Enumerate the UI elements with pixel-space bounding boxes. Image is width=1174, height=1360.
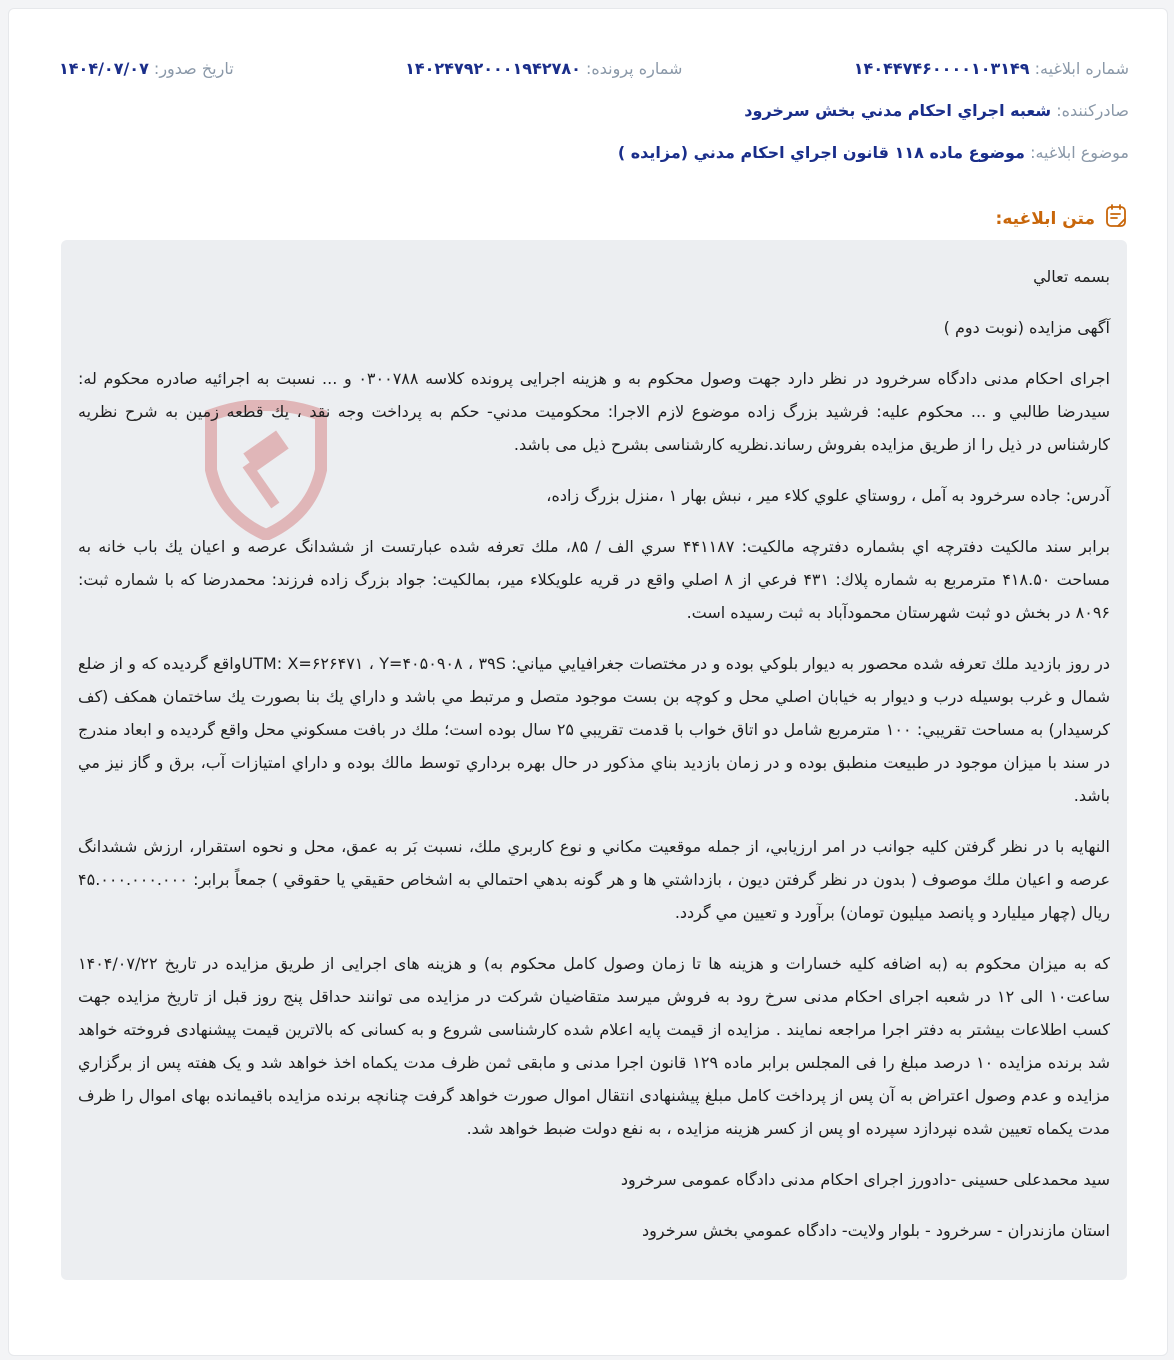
subject-value: موضوع ماده ۱۱۸ قانون اجراي احكام مدني (مزايده )	[617, 143, 1025, 162]
section-title	[996, 203, 1129, 234]
meta-row-numbers	[59, 59, 1129, 78]
notice-number	[854, 59, 1129, 78]
case-number-label: شماره پرونده:	[585, 59, 683, 78]
paragraph-location: استان مازندران - سرخرود - بلوار ولايت- دادگاه عمومي بخش سرخرود	[642, 1221, 1110, 1240]
issue-date-label: تاریخ صدور:	[153, 59, 234, 78]
note-icon	[1103, 203, 1129, 234]
issuer	[744, 101, 1129, 120]
issue-date	[59, 59, 234, 78]
paragraph-deed: برابر سند مالكيت دفترچه اي بشماره دفترچه مالكيت: ۴۴۱۱۸۷ سري الف / ۸۵، ملك تعرفه شده عبارتست از ششدانگ عرصه و اعيان يك باب خانه به مساحت ۴۱۸.۵۰ مترمربع به شماره پلاك: ۴۳۱ فرعي از ۸ اصلي واقع در قريه علويكلاء مير، بمالكيت: جواد بزرگ زاده فرزند: محمدرضا كه با شماره ثبت: ۸۰۹۶ در بخش دو ثبت شهرستان محمودآباد به ثبت رسيده است.	[78, 537, 1111, 622]
case-number	[405, 59, 682, 78]
paragraph-valuation: النهايه با در نظر گرفتن كليه جوانب در امر ارزيابي، از جمله موقعيت مكاني و نوع كاربري ملك، نسبت بَر به عمق، محل و نحوه استقرار، ارزش ششدانگ عرصه و اعيان ملك موصوف ( بدون در نظر گرفتن ديون ، بازداشتي ها و هر گونه بدهي احتمالي به اشخاص حقيقي يا حقوقي ) جمعاً برابر: ۴۵.۰۰۰.۰۰۰.۰۰۰ ريال (چهار ميليارد و پانصد ميليون تومان) برآورد و تعيين مي گردد.	[78, 837, 1110, 922]
notice-number-value: ۱۴۰۴۴۷۴۶۰۰۰۰۱۰۳۱۴۹	[853, 59, 1030, 78]
issuer-label: صادرکننده:	[1056, 101, 1129, 120]
issue-date-value: ۱۴۰۴/۰۷/۰۷	[59, 59, 149, 78]
paragraph-inspection: در روز بازديد ملك تعرفه شده محصور به ديوار بلوكي بوده و در مختصات جغرافيايي مياني: UTM: X=۶۲۶۴۷۱ ، Y=۴۰۵۰۹۰۸ ، ۳۹Sواقع گرديده كه و از ضلع شمال و غرب بوسيله درب و ديوار به خيابان اصلي محل و كوچه بن بست موجود متصل و مرتبط مي باشد و داراي يك بنا بصورت يك ساختمان همكف (كف كرسيدار) به مساحت تقريبي: ۱۰۰ مترمربع شامل دو اتاق خواب با قدمت تقريبي ۲۵ سال بوده است؛ ملك در بافت مسكوني محل واقع گرديده و ابعاد مندرج در سند با ميزان موجود در طبيعت منطبق بوده و در زمان بازديد بناي مذكور در حال بهره برداري توسط مالك بوده و داراي امتيازات آب، برق و گاز نيز مي باشد.	[78, 654, 1111, 805]
paragraph-intro: اجرای احکام مدنی دادگاه سرخرود در نظر دارد جهت وصول محکوم به و هزینه اجرایی پرونده کلاسه ۰۳۰۰۷۸۸ و ... نسبت به اجرائیه صادره محكوم له: سيدرضا طالبي و ... محكوم عليه: فرشيد بزرگ زاده موضوع لازم الاجرا: محكوميت مدني- حكم به پرداخت وجه نقد ، يك قطعه زمين به شرح نظريه کارشناس در ذیل را از طریق مزایده بفروش رساند.نظریه کارشناسی بشرح ذیل می باشد.	[78, 369, 1110, 454]
issuer-value: شعبه اجراي احكام مدني بخش سرخرود	[744, 101, 1052, 120]
notice-body	[61, 240, 1127, 1280]
subject	[618, 143, 1129, 162]
paragraph-signature: سید محمدعلی حسینی -دادورز اجرای احکام مدنی دادگاه عمومی سرخرود	[620, 1170, 1110, 1189]
paragraph-greeting: بسمه تعالي	[1033, 267, 1110, 286]
notice-text	[78, 260, 1110, 1265]
notice-number-label: شماره ابلاغیه:	[1034, 59, 1129, 78]
subject-label: موضوع ابلاغیه:	[1030, 143, 1129, 162]
section-title-text: متن ابلاغیه:	[995, 208, 1095, 229]
case-number-value: ۱۴۰۲۴۷۹۲۰۰۰۱۹۴۲۷۸۰	[405, 59, 581, 78]
paragraph-title: آگهی مزايده (نوبت دوم )	[943, 318, 1110, 337]
notice-card	[8, 8, 1168, 1356]
paragraph-address: آدرس: جاده سرخرود به آمل ، روستاي علوي كلاء مير ، نبش بهار ۱ ،منزل بزرگ زاده،	[546, 486, 1110, 505]
paragraph-auction-terms: که به میزان محکوم به (به اضافه کلیه خسارات و هزینه ها تا زمان وصول کامل محکوم به) و هزینه های اجرایی از طریق مزایده در تاریخ ۱۴۰۴/۰۷/۲۲ ساعت۱۰ الی ۱۲ در شعبه اجرای احکام مدنی سرخ رود به فروش میرسد متقاضیان شرکت در مزایده می توانند حداقل پنج روز قبل از تاریخ مزایده جهت کسب اطلاعات بیشتر به دفتر اجرا مراجعه نمایند . مزایده از قیمت پایه اعلام شده کارشناسی شروع و به کسانی که بالاترین قیمت پیشنهادی فروخته خواهد شد برنده مزایده ۱۰ درصد مبلغ را فی المجلس برابر ماده ۱۲۹ قانون اجرا مدنی و مابقی ثمن ظرف مدت یکماه اخذ خواهد شد و یک هفته پس از برگزاري مزایده و عدم وصول اعتراض به آن پس از پرداخت کامل مبلغ پیشنهادی انتقال اموال صورت خواهد گرفت چنانچه برنده مزایده باقیمانده بهای اموال را ظرف مدت یکماه تعیین شده نپردازد سپرده او پس از کسر هزینه مزایده ، به نفع دولت ضبط خواهد شد.	[78, 954, 1110, 1138]
